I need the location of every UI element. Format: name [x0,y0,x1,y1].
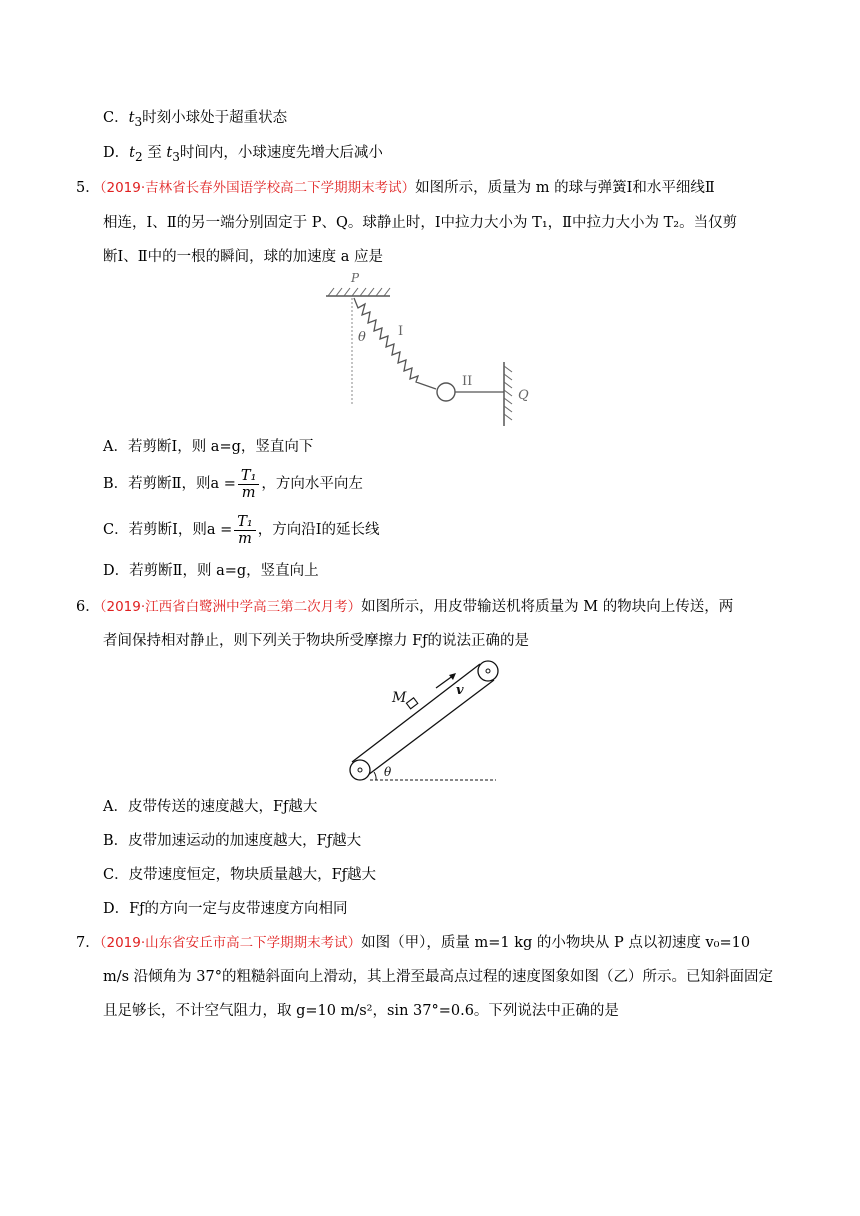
q5-stem-line2: 相连，Ⅰ、Ⅱ的另一端分别固定于 P、Q。球静止时，Ⅰ中拉力大小为 T₁，Ⅱ中拉力大小为 T₂。当仅剪 [103,215,738,231]
q6-stem-line2: 者间保持相对静止，则下列关于物块所受摩擦力 Fƒ的说法正确的是 [103,633,530,649]
block-m [406,698,417,709]
belt-top-edge [352,664,480,762]
label-v: v [456,683,464,698]
q6-option-c: C．皮带速度恒定，物块质量越大，Fƒ越大 [103,867,377,883]
q5-option-a: A．若剪断Ⅰ，则 a=g，竖直向下 [103,439,314,455]
q4-option-c: C．$t_3$时刻小球处于超重状态 [103,110,288,129]
ball [437,383,455,401]
upper-roller [478,661,498,681]
label-q: Q [518,388,529,403]
q6-option-a: A．皮带传送的速度越大，Fƒ越大 [103,799,318,815]
q7-stem-line3: 且足够长，不计空气阻力，取 g=10 m/s²，sin 37°=0.6。下列说法中正确的是 [103,1003,619,1019]
q5-option-c: C．若剪断Ⅰ，则a = $\frac{\text{T₁}}{m}$ ，方向沿Ⅰ的延长线 [103,513,380,547]
lower-roller [350,760,370,780]
label-m: M [392,690,407,706]
q6-source: （2019·江西省白鹭洲中学高三第二次月考） [99,599,362,615]
q5-stem-line1: 5．（2019·吉林省长春外国语学校高二下学期期末考试）如图所示，质量为 m 的球与弹簧Ⅰ和水平细线Ⅱ [76,180,715,196]
q4-option-d: D．$t_2$ 至 $t_3$时间内，小球速度先增大后减小 [103,145,383,164]
q6-option-b: B．皮带加速运动的加速度越大，Fƒ越大 [103,833,362,849]
q6-option-d: D．Fƒ的方向一定与皮带速度方向相同 [103,901,348,917]
belt-bottom-edge [364,680,494,778]
q5-spring-figure [318,268,558,430]
q6-conveyor-figure [346,654,506,784]
q5-stem-line3: 断Ⅰ、Ⅱ中的一根的瞬间，球的加速度 a 应是 [103,249,383,265]
angle-arc [374,772,376,780]
q5-source: （2019·吉林省长春外国语学校高二下学期期末考试） [99,180,416,196]
q5-option-b: B．若剪断Ⅱ，则a = $\frac{\text{T₁}}{m}$ ，方向水平向左 [103,467,363,501]
q6-stem-line1: 6．（2019·江西省白鹭洲中学高三第二次月考）如图所示，用皮带输送机将质量为 M 的物块向上传送，两 [76,599,734,615]
q7-stem-line1: 7．（2019·山东省安丘市高二下学期期末考试）如图（甲），质量 m=1 kg 的小物块从 P 点以初速度 v₀=10 [76,935,751,951]
label-theta: θ [384,765,392,779]
q7-stem-line2: m/s 沿倾角为 37°的粗糙斜面向上滑动，其上滑至最高点过程的速度图象如图（乙）所示。已知斜面固定 [103,969,773,985]
label-spring-i: I [398,324,404,339]
spring-i [354,298,436,389]
q5-option-d: D．若剪断Ⅱ，则 a=g，竖直向上 [103,563,319,579]
label-p: P [351,271,360,285]
label-string-ii: II [462,374,473,389]
q7-source: （2019·山东省安丘市高二下学期期末考试） [99,935,362,951]
label-theta: θ [358,330,366,345]
